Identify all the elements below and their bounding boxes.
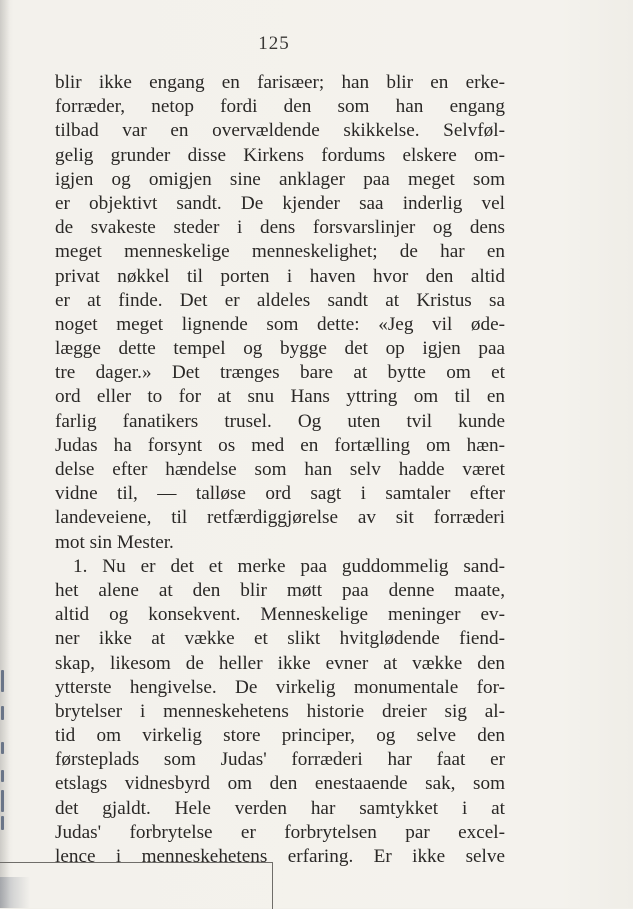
text-line: landeveiene, til retfærdiggjørelse av sit forræderi	[55, 507, 505, 529]
text-line: de svakeste steder i dens forsvarslinjer og dens	[55, 217, 505, 239]
text-line: er at finde. Det er aldeles sandt at Kristus sa	[55, 289, 505, 311]
binding-mark	[1, 770, 4, 782]
text-line: igjen og omigjen sine anklager paa meget som	[55, 168, 505, 190]
text-line: delse efter hændelse som han selv hadde været	[55, 459, 505, 480]
text-line: 1. Nu er det et merke paa guddommelig sand-	[73, 555, 505, 577]
text-line: skap, likesom de heller ikke evner at vække den	[55, 652, 505, 674]
text-line: tilbad var en overvældende skikkelse. Selvføl-	[55, 120, 505, 142]
text-line: etslags vidnesbyrd om den enestaaende sak, som	[55, 773, 505, 795]
binding-mark	[1, 706, 4, 720]
text-line: tre dager.» Det trænges bare at bytte om et	[55, 362, 505, 384]
text-line: det gjaldt. Hele verden har samtykket i at	[55, 797, 505, 819]
scan-frame-edge	[0, 862, 273, 909]
text-line: lægge dette tempel og bygge det op igjen paa	[55, 338, 505, 360]
text-line: ord eller to for at snu Hans yttring om til en	[55, 386, 505, 408]
text-line: Judas ha forsynt os med en fortælling om hæn-	[55, 434, 505, 456]
text-line: førsteplads som Judas' forræderi har faat er	[55, 749, 505, 771]
text-line: het alene at den blir møtt paa denne maate,	[55, 579, 505, 601]
text-line: lence i menneskehetens erfaring. Er ikke selve	[55, 846, 505, 867]
text-line: forræder, netop fordi den som han engang	[55, 96, 505, 118]
text-line: tid om virkelig store principer, og selve den	[55, 725, 505, 747]
text-line: er objektivt sandt. De kjender saa inderlig vel	[55, 192, 505, 214]
text-line: ner ikke at vække et slikt hvitglødende fiend-	[55, 628, 505, 650]
binding-marks	[0, 640, 8, 860]
binding-mark	[1, 790, 4, 812]
text-line: mot sin Mester.	[55, 531, 174, 553]
text-line: ytterste hengivelse. De virkelig monumentale for-	[55, 676, 505, 698]
text-line: brytelser i menneskehetens historie dreier sig al-	[55, 700, 505, 722]
text-line: privat nøkkel til porten i haven hvor den altid	[55, 265, 505, 287]
body-text	[55, 71, 505, 869]
text-line: farlig fanatikers trusel. Og uten tvil kunde	[55, 410, 505, 432]
binding-mark	[1, 742, 4, 754]
text-line: meget menneskelige menneskelighet; de har en	[55, 241, 505, 263]
text-line: noget meget lignende som dette: «Jeg vil øde-	[55, 313, 505, 335]
binding-mark	[1, 670, 4, 692]
text-line: gelig grunder disse Kirkens fordums elskere om-	[55, 144, 505, 166]
text-line: altid og konsekvent. Menneskelige meninger ev-	[55, 604, 505, 626]
text-line: Judas' forbrytelse er forbrytelsen par excel-	[55, 821, 505, 843]
text-line: blir ikke engang en farisæer; han blir en erke-	[55, 72, 505, 93]
text-line: vidne til, — talløse ord sagt i samtaler efter	[55, 483, 505, 505]
binding-mark	[1, 816, 4, 830]
page-number: 125	[258, 33, 290, 54]
